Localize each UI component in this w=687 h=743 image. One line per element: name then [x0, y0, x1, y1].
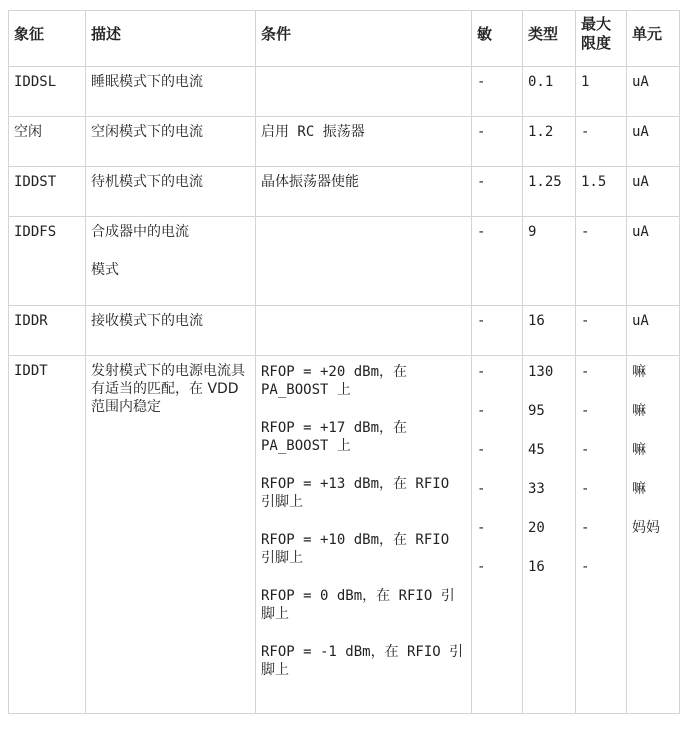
header-row	[9, 11, 680, 67]
cell-condition	[256, 67, 472, 117]
cell-symbol: IDDT	[9, 356, 86, 714]
max-value: -	[581, 364, 590, 380]
min-value: -	[477, 403, 486, 419]
cell-typ: 16	[523, 306, 576, 356]
min-value: -	[477, 442, 486, 458]
unit-value: 嘛	[632, 442, 646, 458]
header-condition: 条件	[256, 11, 472, 67]
cell-typ: 9	[523, 217, 576, 306]
unit-value: 嘛	[632, 481, 646, 497]
header-typ: 类型	[523, 11, 576, 67]
condition-item: RFOP = +20 dBm，在 PA_BOOST 上	[261, 364, 408, 398]
cell-min: -	[472, 306, 523, 356]
cell-max: -	[576, 217, 627, 306]
cell-description: 睡眠模式下的电流	[86, 67, 256, 117]
cell-symbol: IDDFS	[9, 217, 86, 306]
condition-item: RFOP = 0 dBm，在 RFIO 引脚上	[261, 588, 455, 622]
cell-min: -	[472, 217, 523, 306]
unit-value: 妈妈	[632, 520, 660, 536]
cell-unit: uA	[627, 217, 680, 306]
cell-condition: 晶体振荡器使能	[256, 167, 472, 217]
cell-unit: uA	[627, 67, 680, 117]
unit-value: 嘛	[632, 403, 646, 419]
min-value: -	[477, 559, 486, 575]
cell-min: -	[472, 67, 523, 117]
typ-value: 45	[528, 442, 545, 458]
cell-symbol: 空闲	[9, 117, 86, 167]
cell-symbol: IDDR	[9, 306, 86, 356]
condition-item: RFOP = -1 dBm，在 RFIO 引脚上	[261, 644, 464, 678]
cell-max: 1	[576, 67, 627, 117]
cell-description	[86, 217, 256, 306]
cell-condition: 启用 RC 振荡器	[256, 117, 472, 167]
table-row	[9, 167, 680, 217]
typ-value: 20	[528, 520, 545, 536]
cell-min-list	[472, 356, 523, 714]
typ-value: 33	[528, 481, 545, 497]
cell-description: 空闲模式下的电流	[86, 117, 256, 167]
cell-unit-list	[627, 356, 680, 714]
max-value: -	[581, 559, 590, 575]
header-unit: 单元	[627, 11, 680, 67]
cell-condition	[256, 306, 472, 356]
condition-item: RFOP = +17 dBm，在 PA_BOOST 上	[261, 420, 408, 454]
typ-value: 95	[528, 403, 545, 419]
table-row	[9, 117, 680, 167]
cell-min: -	[472, 117, 523, 167]
header-description: 描述	[86, 11, 256, 67]
cell-unit: uA	[627, 306, 680, 356]
table-row	[9, 306, 680, 356]
typ-value: 130	[528, 364, 554, 380]
cell-typ-list	[523, 356, 576, 714]
cell-symbol: IDDSL	[9, 67, 86, 117]
header-symbol: 象征	[9, 11, 86, 67]
max-value: -	[581, 442, 590, 458]
cell-typ: 1.25	[523, 167, 576, 217]
min-value: -	[477, 520, 486, 536]
cell-symbol: IDDST	[9, 167, 86, 217]
header-max-line-2: 限度	[581, 34, 612, 52]
description-line-1: 合成器中的电流	[91, 224, 189, 240]
cell-unit: uA	[627, 117, 680, 167]
header-max	[576, 11, 627, 67]
cell-description: 发射模式下的电源电流具有适当的匹配，在 VDD 范围内稳定	[86, 356, 256, 714]
cell-max: -	[576, 306, 627, 356]
unit-value: 嘛	[632, 364, 646, 380]
spec-page	[8, 10, 679, 714]
cell-max: -	[576, 117, 627, 167]
cell-description: 待机模式下的电流	[86, 167, 256, 217]
condition-item: RFOP = +10 dBm，在 RFIO 引脚上	[261, 532, 450, 566]
header-min: 敏	[472, 11, 523, 67]
header-max-line-1: 最大	[581, 15, 612, 33]
cell-typ: 0.1	[523, 67, 576, 117]
max-value: -	[581, 520, 590, 536]
cell-max: 1.5	[576, 167, 627, 217]
condition-item: RFOP = +13 dBm，在 RFIO 引脚上	[261, 476, 450, 510]
cell-max-list	[576, 356, 627, 714]
table-row	[9, 67, 680, 117]
cell-conditions	[256, 356, 472, 714]
cell-min: -	[472, 167, 523, 217]
min-value: -	[477, 364, 486, 380]
current-consumption-table	[8, 10, 680, 714]
max-value: -	[581, 481, 590, 497]
min-value: -	[477, 481, 486, 497]
cell-unit: uA	[627, 167, 680, 217]
cell-condition	[256, 217, 472, 306]
table-row	[9, 217, 680, 306]
typ-value: 16	[528, 559, 545, 575]
table-row-iddt	[9, 356, 680, 714]
description-line-2: 模式	[91, 262, 119, 278]
cell-description: 接收模式下的电流	[86, 306, 256, 356]
max-value: -	[581, 403, 590, 419]
cell-typ: 1.2	[523, 117, 576, 167]
